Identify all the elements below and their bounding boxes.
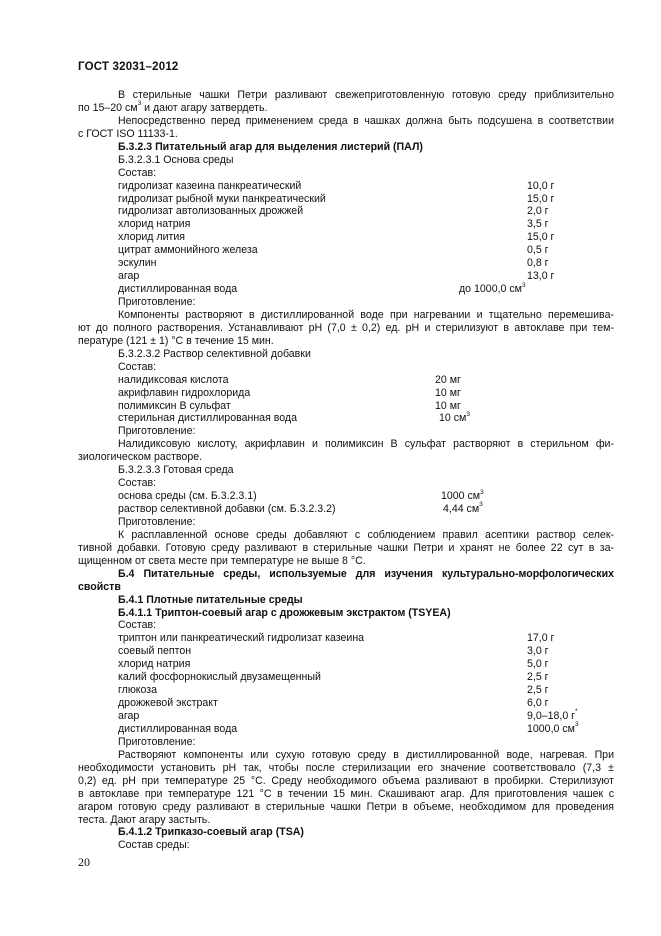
paragraph-line: агаром готовую среду разливают в стерильные чашки Петри в объеме, необходимом для проведения — [78, 800, 614, 813]
ingredient-row: гидролизат рыбной муки панкреатический 15,0 г — [118, 192, 555, 205]
ingredient-row: гидролизат казеина панкреатический 10,0 г — [118, 179, 555, 192]
preparation-label: Приготовление: — [118, 296, 196, 308]
composition-label: Состав: — [118, 619, 157, 632]
ingredient-row: хлорид натрия 3,5 г — [118, 218, 549, 231]
section-heading: Б.4.1 Плотные питательные среды — [118, 593, 303, 606]
ingredient-row: полимиксин В сульфат 10 мг — [118, 399, 461, 412]
page-content — [78, 89, 614, 852]
section-heading: Б.4.1.2 Трипказо-соевый агар (TSA) — [118, 826, 304, 839]
ingredient-row: стерильная дистиллированная вода 10 $см^3$ — [118, 410, 470, 425]
ingredient-row: основа среды (см. Б.3.2.3.1) 1000 $см^3$ — [118, 488, 484, 503]
ingredient-row: калий фосфорнокислый двузамещенный 2,5 г — [118, 671, 549, 684]
preparation-label: Приготовление: — [118, 425, 196, 438]
ingredient-row: эскулин 0,8 г — [118, 257, 549, 270]
ingredient-row: дистиллированная вода до 1000,0 $см^3$ — [118, 281, 526, 296]
paragraph-line: необходимости установить pH так, чтобы после стерилизации его значение соответствовало (7,3 ± — [78, 761, 614, 774]
section-heading: Б.3.2.3 Питательный агар для выделения листерий (ПАЛ) — [118, 140, 423, 153]
ingredient-row: дистиллированная вода 1000,0 $см^3$ — [118, 721, 579, 735]
section-heading: Б.4 Питательные среды, используемые для изучения культурально-морфологических — [118, 567, 614, 580]
paragraph-line: тивной добавки. Готовую среду разливают в стерильные чашки Петри и хранят не более 22 сут в за- — [78, 541, 614, 554]
paragraph-line: Компоненты растворяют в дистиллированной воде при нагревании и тщательно перемешива- — [118, 308, 614, 321]
composition-label: Состав среды: — [118, 839, 190, 852]
document-header: ГОСТ 32031–2012 — [78, 61, 179, 73]
ingredient-row: триптон или панкреатический гидролизат казеина 17,0 г — [118, 632, 555, 645]
composition-label: Состав: — [118, 166, 157, 179]
paragraph-line: по 15–20 $см^3$ и дают агару затвердеть. — [78, 100, 268, 114]
ingredient-row: агар 13,0 г — [118, 270, 555, 283]
ingredient-row: соевый пептон 3,0 г — [118, 645, 549, 658]
paragraph-line: ют до полного растворения. Устанавливают pH (7,0 ± 0,2) ед. pH и стерилизуют в автоклаве при тем- — [78, 321, 614, 334]
paragraph-line: 0,2) ед. pH при температуре 25 °С. Среду необходимого объема разливают в пробирки. Стерилизуют — [78, 774, 614, 787]
ingredient-row: раствор селективной добавки (см. Б.3.2.3.2) 4,44 $см^3$ — [118, 501, 483, 515]
section-heading: Б.4.1.1 Триптон-соевый агар с дрожжевым экстрактом (TSYEA) — [118, 606, 451, 619]
paragraph-line: в автоклаве при температуре 121 °С в течении 15 мин. Скашивают агар. Для приготовления чашек с — [78, 787, 614, 800]
paragraph-line: Непосредственно перед применением среда в чашках должна быть подсушена в соответствии — [118, 114, 614, 127]
composition-label: Состав: — [118, 360, 157, 373]
paragraph-line: К расплавленной основе среды добавляют с соблюдением правил асептики раствор селек- — [118, 528, 614, 541]
paragraph-line: с ГОСТ ISO 11133-1. — [78, 127, 178, 140]
ingredient-row: цитрат аммонийного железа 0,5 г — [118, 244, 549, 257]
ingredient-row: глюкоза 2,5 г — [118, 684, 549, 697]
preparation-label: Приготовление: — [118, 735, 196, 748]
subsection-heading: Б.3.2.3.3 Готовая среда — [118, 464, 234, 477]
ingredient-row: хлорид натрия 5,0 г — [118, 658, 549, 671]
composition-label: Состав: — [118, 477, 157, 490]
paragraph-line: теста. Дают агару застыть. — [78, 813, 211, 826]
ingredient-row: акрифлавин гидрохлорида 10 мг — [118, 386, 461, 399]
section-heading: свойств — [78, 580, 121, 593]
ingredient-row: налидиксовая кислота 20 мг — [118, 373, 461, 386]
ingredient-row: агар 9,0–18,0 г* — [118, 708, 578, 722]
preparation-label: Приготовление: — [118, 515, 196, 528]
paragraph-line: щищенном от света месте при температуре не выше 8 °С. — [78, 554, 366, 567]
subsection-heading: Б.3.2.3.2 Раствор селективной добавки — [118, 347, 311, 360]
ingredient-row: хлорид лития 15,0 г — [118, 231, 555, 244]
paragraph-line: Растворяют компоненты или сухую готовую среду в дистиллированной воде, нагревая. При — [118, 748, 614, 761]
paragraph-line: зиологическом растворе. — [78, 451, 203, 464]
paragraph-line: Налидиксовую кислоту, акрифлавин и полимиксин В сульфат растворяют в стерильном фи- — [118, 438, 614, 451]
subsection-heading: Б.3.2.3.1 Основа среды — [118, 153, 234, 166]
paragraph-line: пературе (121 ± 1) °С в течение 15 мин. — [78, 334, 274, 347]
page-number: 20 — [78, 855, 90, 869]
paragraph-line: В стерильные чашки Петри разливают свежеприготовленную готовую среду приблизительно — [118, 89, 614, 101]
ingredient-row: гидролизат автолизованных дрожжей 2,0 г — [118, 205, 549, 218]
ingredient-row: дрожжевой экстракт 6,0 г — [118, 697, 549, 710]
